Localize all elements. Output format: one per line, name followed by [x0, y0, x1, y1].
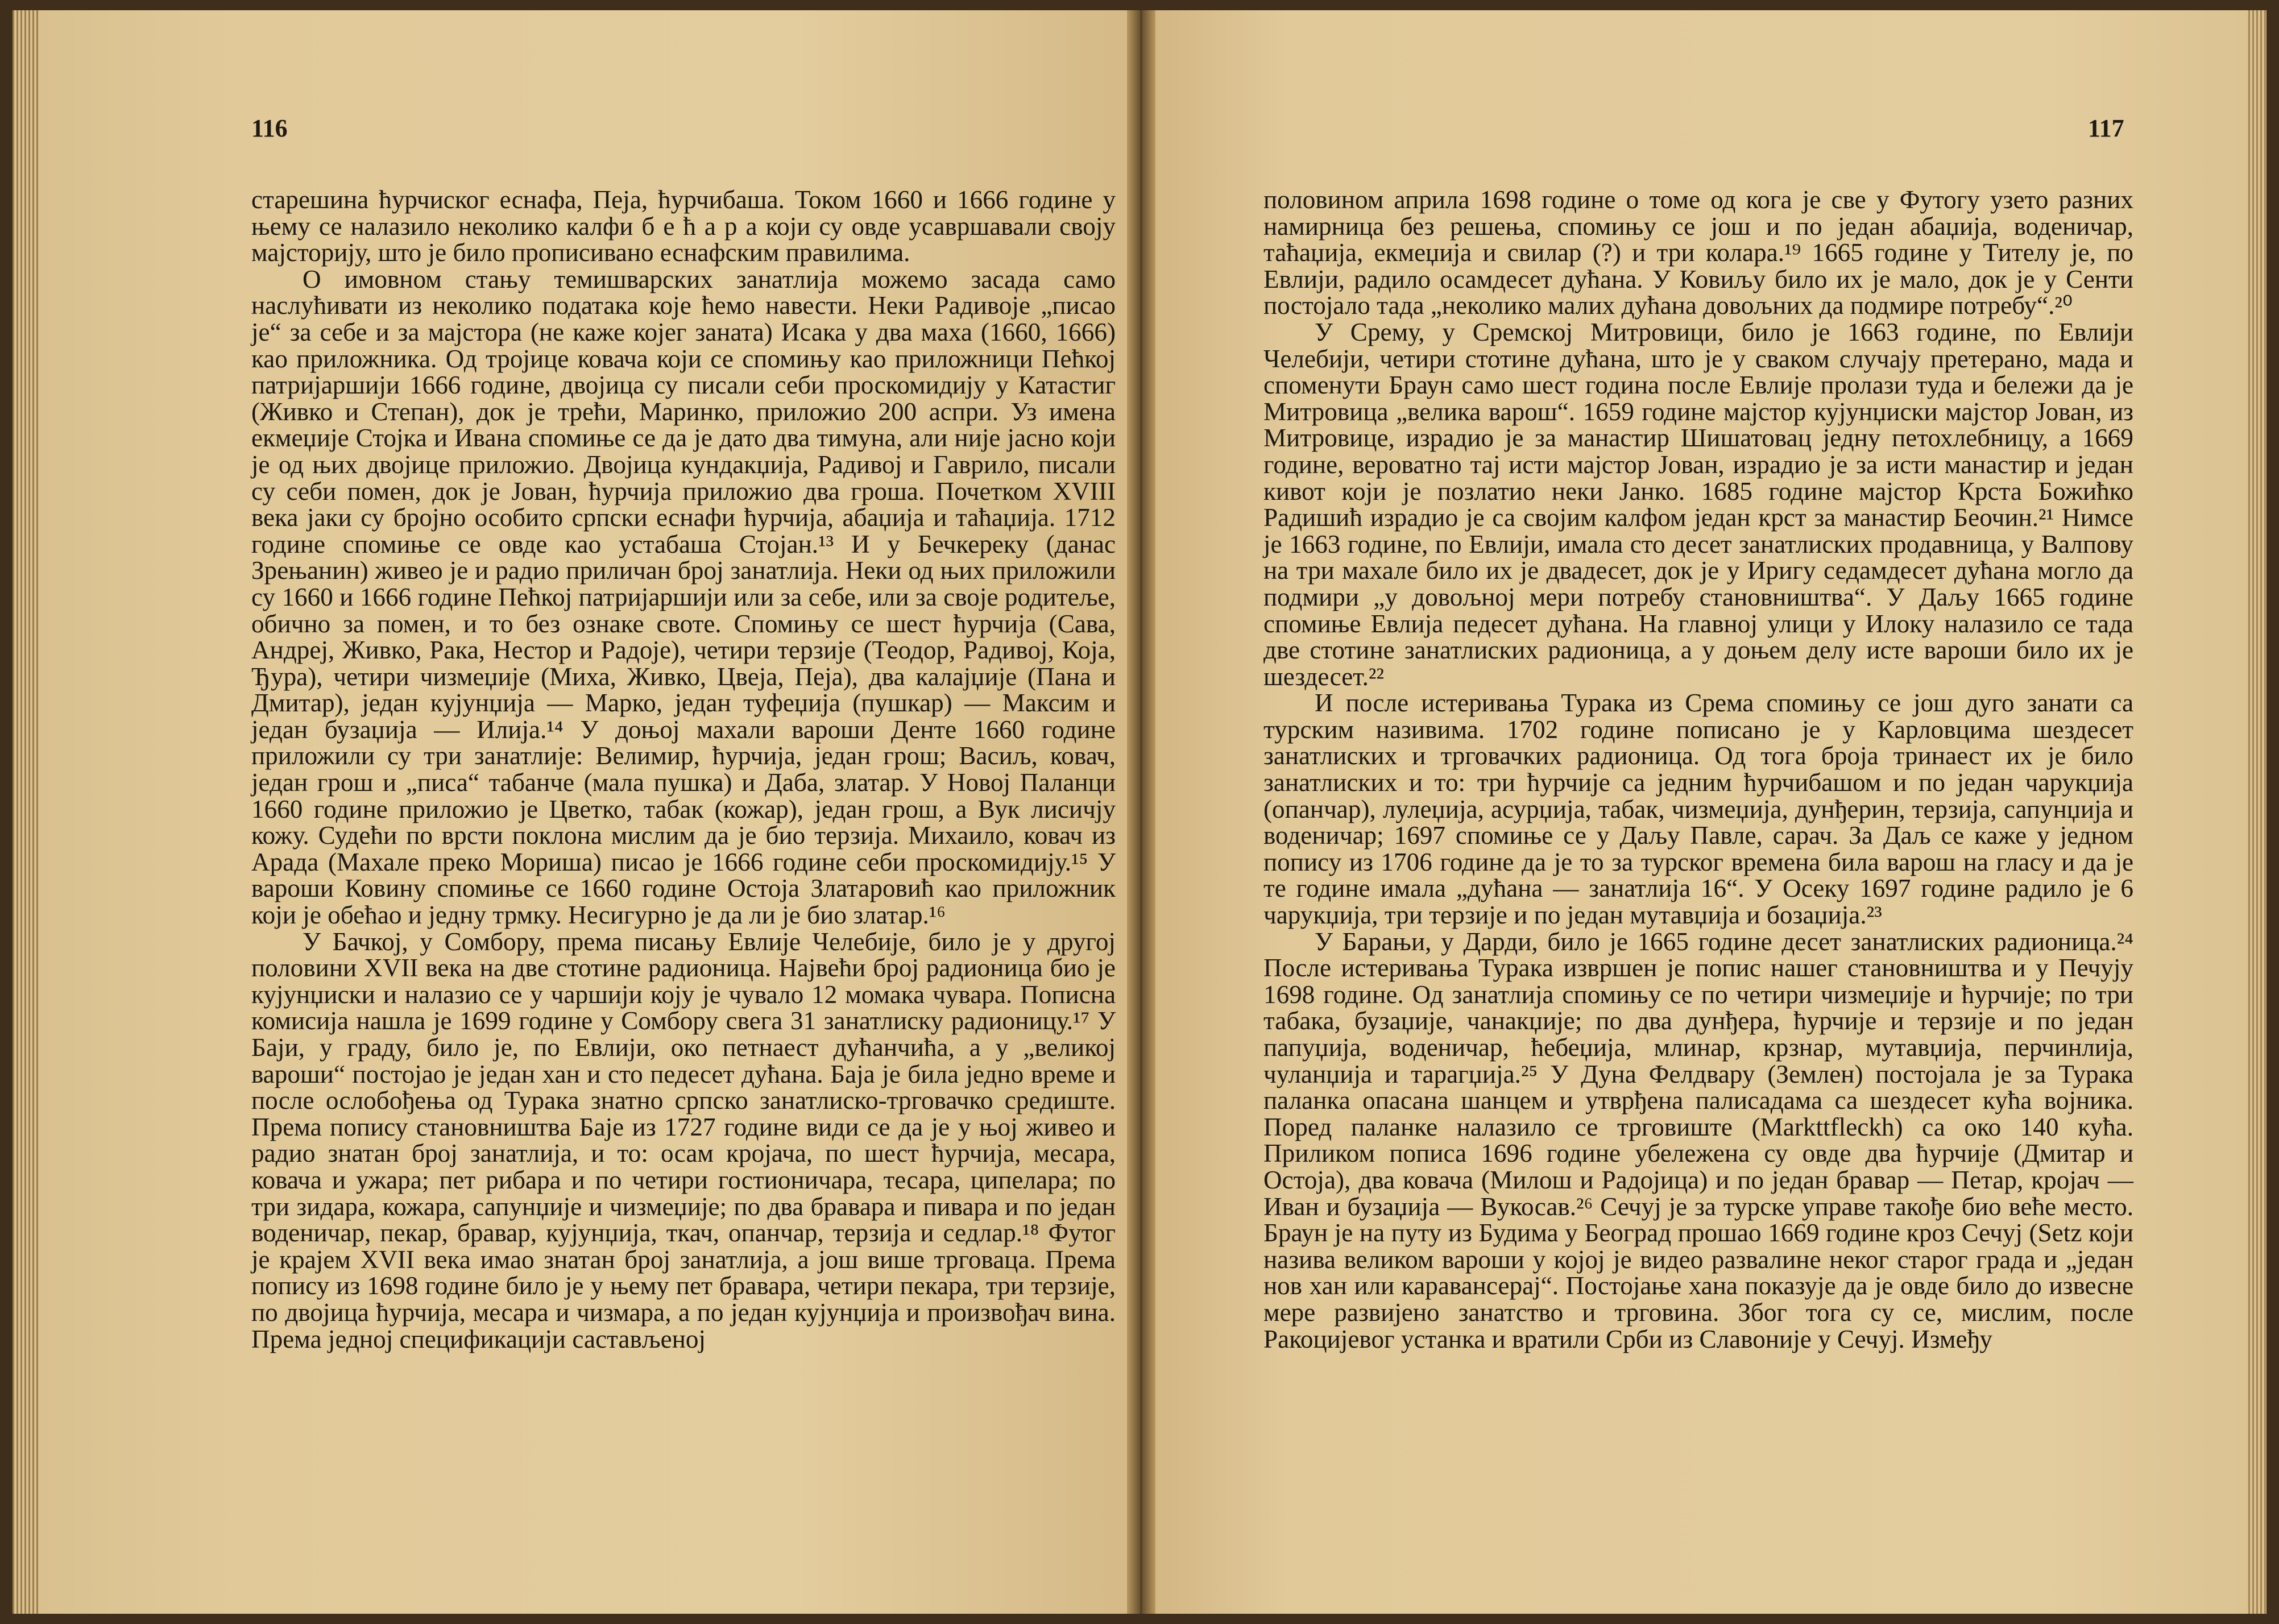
- right-page-text: [1263, 187, 2133, 1352]
- paragraph: У Срему, у Сремској Митровици, било је 1663 године, по Евлији Челебији, четири стотине дућана, што је у сваком случају претерано, мада и споменути Браун само шест година после Евлије пролази туда и бележи да је Митровица „велика варош“. 1659 године мајстор кујунџиски мајстор Јован, из Митровице, израдио је за манастир Шишатовац једну петохлебницу, а 1669 године, вероватно тај исти мајстор Јован, израдио је за исти манастир и један кивот који је позлатио неки Јанко. 1685 године мајстор Крста Божићко Радишић израдио је са својим калфом један крст за манастир Беочин.²¹ Нимсе је 1663 године, по Евлији, имала сто десет занатлиских продавница, у Валпову на три махале било их је двадесет, док је у Иригу седамдесет дућана могло да подмири „у довољној мери потребу становништва“. У Даљу 1665 године спомиње Евлија педесет дућана. На главној улици у Илоку налазило се тада две стотине занатлиских радионица, а у доњем делу исте вароши било их је шездесет.²²: [1263, 317, 2133, 691]
- page-number-left: 116: [251, 114, 288, 142]
- paragraph: О имовном стању темишварских занатлија можемо засада само наслућивати из неколико података које ћемо навести. Неки Радивоје „писао је“ за себе и за мајстора (не каже којег заната) Исака у два маха (1660, 1666) као приложника. Од тројице ковача који се спомињу као приложници Пећкој патријаршији 1666 године, двојица су писали себи проскомидију у Катастиг (Живко и Степан), док је трећи, Маринко, приложио 200 аспри. Уз имена екмеџије Стојка и Ивана спомиње се да је дато два тимуна, али није јасно који је од њих двојице приложио. Двојица кундакџија, Радивој и Гаврило, писали су себи помен, док је Јован, ћурчија приложио два гроша. Почетком XVIII века јаки су бројно особито српски еснафи ћурчија, абаџија и таћаџија. 1712 године спомиње се овде као устабаша Стојан.¹³ И у Бечкереку (данас Зрењанин) живео је и радио приличан број занатлија. Неки од њих приложили су 1660 и 1666 године Пећкој патријаршији или за себе, или за своје родитеље, обично за помен, и то без ознаке своте. Спомињу се шест ћурчија (Сава, Андреј, Живко, Рака, Нестор и Радоје), четири терзије (Теодор, Радивој, Која, Ђура), четири чизмеџије (Миха, Живко, Цвеја, Пеја), два калајџије (Пана и Дмитар), један кујунџија — Марко, један туфеџија (пушкар) — Максим и један бузаџија — Илија.¹⁴ У доњој махали вароши Денте 1660 године приложили су три занатлије: Велимир, ћурчија, један грош; Васиљ, ковач, један грош и „писа“ табанче (мала пушка) и Даба, златар. У Новој Паланци 1660 године приложио је Цветко, табак (кожар), један грош, а Вук лисичју кожу. Судећи по врсти поклона мислим да је био терзија. Михаило, ковач из Арада (Махале преко Мориша) писао је 1666 године себи проскомидију.¹⁵ У вароши Ковину спомиње се 1660 године Остоја Златаровић као приложник који је обећао и једну трмку. Несигурно је да ли је био златар.¹⁶: [251, 264, 1116, 930]
- left-page: [13, 10, 1127, 1614]
- page-edge-right: [2246, 10, 2266, 1614]
- paragraph: И после истеривања Турака из Срема спомињу се још дуго занати са турским називима. 1702 године пописано је у Карловцима шездесет занатлиских и трговачких радионица. Од тога броја тринаест их је било занатлиских и то: три ћурчије са једним ћурчибашом и по један чарукџија (опанчар), лулеџија, асурџија, табак, чизмеџија, дунђерин, терзија, сапунџија и воденичар; 1697 спомиње се у Даљу Павле, сарач. За Даљ се каже у једном попису из 1706 године да је то за турског времена била варош на гласу и да је те године имала „дућана — занатлија 16“. У Осеку 1697 године радило је 6 чарукџија, три терзије и по један мутавџија и бозаџија.²³: [1263, 689, 2133, 930]
- paragraph: У Барањи, у Дарди, било је 1665 године десет занатлиских радионица.²⁴ После истеривања Турака извршен је попис нашег становништва и у Печују 1698 године. Од занатлија спомињу се по четири чизмеџије и ћурчије; по три табака, бузаџије, чанакџије; по два дунђера, ћурчије и терзије и по један папуџија, воденичар, ћебеџија, млинар, крзнар, мутавџија, перчинлија, чуланџија и тарагџија.²⁵ У Дуна Фелдвару (Землен) постојала је за Турака паланка опасана шанцем и утврђена палисадама са шездесет кућа војника. Поред паланке налазило се трговиште (Markttfleckh) са око 140 кућа. Приликом пописа 1696 године убележена су овде два ћурчије (Дмитар и Остоја), два ковача (Милош и Радојица) и по један бравар — Петар, кројач — Иван и бузаџија — Вукосав.²⁶ Сечуј је за турске управе такође био веће место. Браун је на путу из Будима у Београд прошао 1669 године кроз Сечуј (Setz који назива великом вароши у којој је видео развалине неког старог града и „један нов хан или каравансерај“. Постојање хана показује да је овде било до извесне мере развијено занатство и трговина. Због тога су се, мислим, после Ракоцијевог устанка и вратили Срби из Славоније у Сечуј. Између: [1263, 927, 2133, 1353]
- paragraph: У Бачкој, у Сомбору, према писању Евлије Челебије, било је у другој половини XVII века на две стотине радионица. Највећи број радионица био је кујунџиски и налазио се у чаршији коју је чувало 12 момака чувара. Пописна комисија нашла је 1699 године у Сомбору свега 31 занатлиску радионицу.¹⁷ У Баји, у граду, било је, по Евлији, око петнаест дућанчића, а у „великој вароши“ постојао је један хан и сто педесет дућана. Баја је била једно време и после ослобођења од Турака знатно српско занатлиско-трговачко средиште. Према попису становништва Баје из 1727 године види се да је у њој живео и радио знатан број занатлија, и то: осам кројача, по шест ћурчија, месара, ковача и ужара; пет рибара и по четири гостионичара, тесара, ципелара; по три зидара, кожара, сапунџије и чизмеџије; по два бравара и пивара и по један воденичар, пекар, бравар, кујунџија, ткач, опанчар, терзија и седлар.¹⁸ Футог је крајем XVII века имао знатан број занатлија, а још више трговаца. Према попису из 1698 године било је у њему пет бравара, четири пекара, три терзије, по двојица ћурчија, месара и чизмара, а по један кујунџија и произвођач вина. Према једној спецификацији састављеној: [251, 927, 1116, 1353]
- paragraph: старешина ћурчиског еснафа, Пеја, ћурчибаша. Током 1660 и 1666 године у њему се налазило неколико калфи б е ћ а р а који су овде усавршавали своју мајсторију, што је било прописивано еснафским правилима.: [251, 185, 1116, 267]
- right-page: [1155, 10, 2266, 1614]
- page-edge-left: [13, 10, 40, 1614]
- left-page-text: [251, 187, 1116, 1352]
- page-number-right: 117: [2088, 114, 2124, 142]
- book-spread: [13, 10, 2266, 1614]
- paragraph: половином априла 1698 године о томе од кога је све у Футогу узето разних намирница без решења, спомињу се још и по један абаџија, воденичар, таћаџија, екмеџија и свилар (?) и три колара.¹⁹ 1665 године у Тителу је, по Евлији, радило осамдесет дућана. У Ковиљу било их је мало, док је у Сенти постојало тада „неколико малих дућана довољних да подмире потребу“.²⁰: [1263, 185, 2133, 320]
- book-gutter: [1127, 10, 1155, 1614]
